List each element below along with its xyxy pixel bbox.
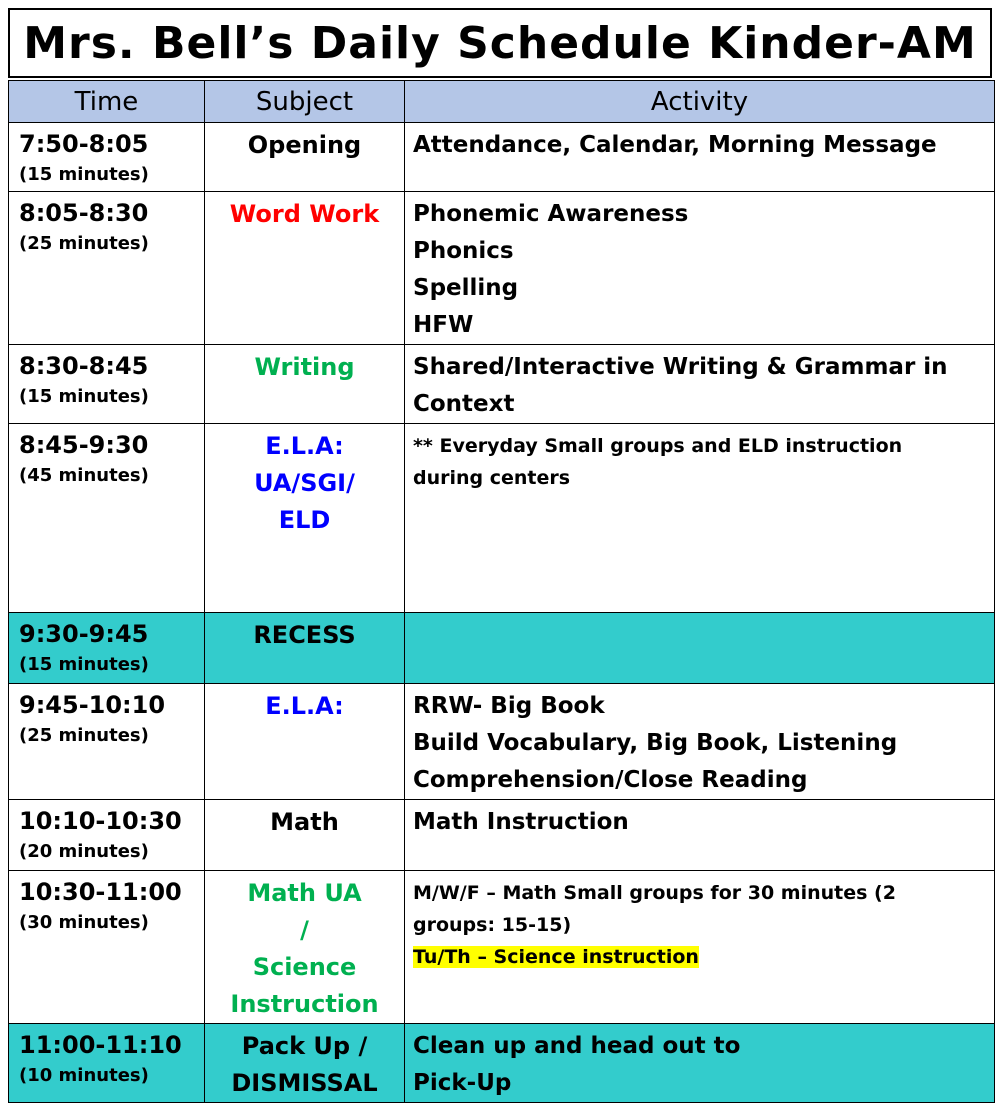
time-range: 11:00-11:10 <box>19 1031 182 1059</box>
activity-line: Clean up and head out to <box>413 1033 741 1059</box>
activity-line: RRW- Big Book <box>413 693 605 719</box>
duration: (25 minutes) <box>19 725 149 746</box>
subject-label: ELD <box>278 506 331 534</box>
subject-label: / <box>300 916 309 944</box>
subject-cell <box>205 800 405 871</box>
table-row <box>9 192 995 345</box>
activity-line: Attendance, Calendar, Morning Message <box>413 132 937 158</box>
table-row <box>9 871 995 1024</box>
activity-line: M/W/F – Math Small groups for 30 minutes (2 <box>413 882 896 904</box>
duration: (20 minutes) <box>19 841 149 862</box>
subject-cell <box>205 613 405 684</box>
highlighted-activity-line: Tu/Th – Science instruction <box>413 946 699 968</box>
time-range: 8:30-8:45 <box>19 352 149 380</box>
activity-line: Phonics <box>413 238 514 264</box>
subject-cell <box>205 123 405 192</box>
time-cell <box>9 345 205 424</box>
subject-label: E.L.A: <box>265 692 344 720</box>
time-range: 10:30-11:00 <box>19 878 182 906</box>
activity-line: Build Vocabulary, Big Book, Listening <box>413 730 898 756</box>
subject-label: Math <box>270 808 339 836</box>
table-row <box>9 123 995 192</box>
activity-line: Spelling <box>413 275 519 301</box>
activity-cell <box>405 684 995 800</box>
time-cell <box>9 123 205 192</box>
activity-line: Comprehension/Close Reading <box>413 767 808 793</box>
time-range: 9:45-10:10 <box>19 691 166 719</box>
header-row <box>9 81 995 123</box>
activity-cell <box>405 613 995 684</box>
schedule-table <box>8 80 995 1103</box>
subject-cell <box>205 684 405 800</box>
subject-label: Opening <box>247 131 362 159</box>
table-row <box>9 613 995 684</box>
duration: (10 minutes) <box>19 1065 149 1086</box>
subject-label: Writing <box>254 353 355 381</box>
time-cell <box>9 613 205 684</box>
activity-line: HFW <box>413 312 474 338</box>
time-range: 8:05-8:30 <box>19 199 149 227</box>
duration: (25 minutes) <box>19 233 149 254</box>
subject-cell <box>205 345 405 424</box>
activity-cell <box>405 345 995 424</box>
subject-cell <box>205 871 405 1024</box>
subject-header: Subject <box>205 81 405 123</box>
activity-line: Math Instruction <box>413 809 629 835</box>
subject-label: Pack Up / <box>241 1032 368 1060</box>
subject-label: DISMISSAL <box>231 1069 378 1097</box>
table-row <box>9 800 995 871</box>
subject-label: Math UA <box>247 879 362 907</box>
time-range: 8:45-9:30 <box>19 431 149 459</box>
activity-cell <box>405 424 995 613</box>
time-cell <box>9 684 205 800</box>
subject-label: RECESS <box>253 621 356 649</box>
activity-line: Pick-Up <box>413 1070 512 1096</box>
table-row <box>9 1024 995 1103</box>
subject-label: E.L.A: <box>265 432 344 460</box>
activity-cell <box>405 800 995 871</box>
subject-label: Science <box>252 953 357 981</box>
activity-line: ** Everyday Small groups and ELD instruction <box>413 435 903 457</box>
time-cell <box>9 424 205 613</box>
subject-cell <box>205 424 405 613</box>
time-cell <box>9 192 205 345</box>
activity-cell <box>405 123 995 192</box>
duration: (30 minutes) <box>19 912 149 933</box>
activity-line: Shared/Interactive Writing & Grammar in <box>413 354 948 380</box>
activity-line: Context <box>413 391 515 417</box>
activity-cell <box>405 871 995 1024</box>
table-row <box>9 684 995 800</box>
table-row <box>9 345 995 424</box>
activity-line: groups: 15-15) <box>413 914 572 936</box>
subject-label: Instruction <box>230 990 379 1018</box>
duration: (45 minutes) <box>19 465 149 486</box>
activity-cell <box>405 1024 995 1103</box>
subject-label: UA/SGI/ <box>254 469 355 497</box>
activity-line: Phonemic Awareness <box>413 201 689 227</box>
time-header: Time <box>9 81 205 123</box>
time-range: 7:50-8:05 <box>19 130 149 158</box>
subject-cell <box>205 1024 405 1103</box>
time-range: 10:10-10:30 <box>19 807 182 835</box>
duration: (15 minutes) <box>19 654 149 675</box>
activity-header: Activity <box>405 81 995 123</box>
page-title: Mrs. Bell’s Daily Schedule Kinder-AM <box>8 8 992 78</box>
time-cell <box>9 1024 205 1103</box>
subject-label: Word Work <box>229 200 380 228</box>
subject-cell <box>205 192 405 345</box>
table-row <box>9 424 995 613</box>
duration: (15 minutes) <box>19 386 149 407</box>
time-cell <box>9 871 205 1024</box>
activity-line: during centers <box>413 467 571 489</box>
duration: (15 minutes) <box>19 164 149 185</box>
activity-cell <box>405 192 995 345</box>
time-range: 9:30-9:45 <box>19 620 149 648</box>
time-cell <box>9 800 205 871</box>
